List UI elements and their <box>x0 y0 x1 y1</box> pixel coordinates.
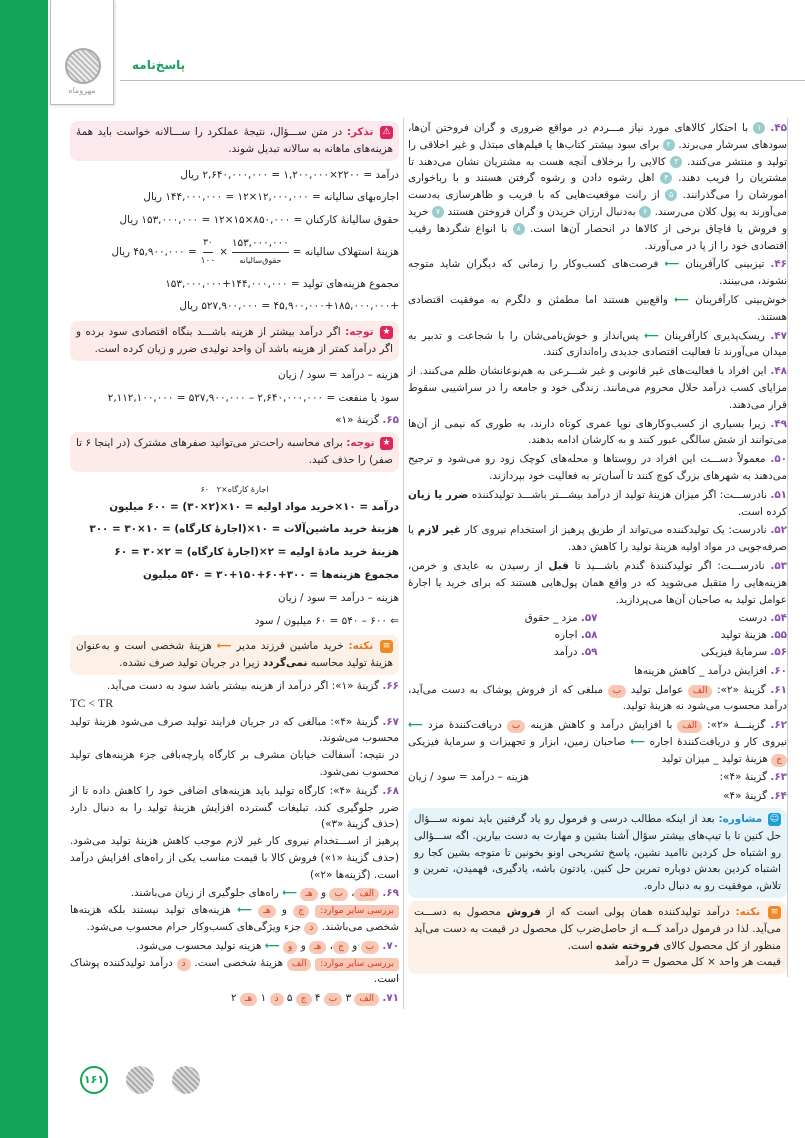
option-pill: الف <box>354 993 379 1006</box>
calc-line: هزینهٔ خرید مادهٔ اولیه = ۲×(اجارهٔ کارگاه) = ۲×۳۰ = ۶۰ <box>114 546 399 559</box>
answer-49 <box>408 416 787 450</box>
answer-text: کرده است. <box>737 505 787 518</box>
calc-line: سود یا منفعت = ۲,۶۴۰,۰۰۰,۰۰۰ – ۵۲۷,۹۰۰,۰۰۰ = ۲,۱۱۲,۱۰۰,۰۰۰ <box>107 391 399 404</box>
answer-text: یا صرفه‌جویی در مواد اولیه هزینهٔ تولید را کاهش دهد. <box>408 524 787 554</box>
arrow-left-icon: ⟵ <box>664 258 680 271</box>
warning-icon: ⚠ <box>380 126 393 139</box>
formula: هزینه – درآمد = سود / زیان <box>408 771 529 784</box>
answer-64: ۶۴. گزینهٔ «۴» <box>723 790 787 803</box>
short-answers-row <box>408 644 787 661</box>
emphasis: ضرر یا زیان <box>408 488 469 501</box>
calc-line: +۴۵,۹۰۰,۰۰۰+۱۸۵,۰۰۰,۰۰۰ = ۵۲۷,۹۰۰,۰۰۰ ریال <box>179 300 399 313</box>
option-pill: ج <box>296 993 312 1006</box>
marker-6: ۶ <box>639 206 651 218</box>
box-label: توجه: <box>345 326 374 339</box>
arrow-left-icon: ⟵ <box>282 887 297 900</box>
option-pill: الف <box>688 685 713 698</box>
right-column <box>408 118 788 977</box>
marker-2: ۲ <box>663 139 675 151</box>
marker-8: ۸ <box>513 223 525 235</box>
answer-text: از رسیدن به عایدی و خرمن، هزینه‌هایی را متقبل می‌شوید که در واقع همان پول‌هایی هستند که برای خرید یا اجارهٔ عوامل تولید به صاحبان آن‌ها می‌پردازید. <box>408 559 787 606</box>
box-label: نکته: <box>348 640 374 653</box>
arrow-left-icon: ⟵ <box>630 735 646 748</box>
marker-4: ۴ <box>660 172 672 184</box>
answer-45 <box>408 120 787 254</box>
note-box: ≡ نکته: خرید ماشین فرزند مدیر ⟵ هزینهٔ شخصی است و به‌عنوان هزینهٔ تولید محاسبه نمی‌گردد زیرا در جریان تولید صرف نشده. <box>70 635 399 675</box>
term: خوش‌بینی کارآفرینان <box>695 293 787 306</box>
answer-46 <box>408 256 787 290</box>
left-column <box>70 118 404 1009</box>
question-number: ۵۳. <box>770 559 787 572</box>
calc-line: هزینهٔ خرید ماشین‌آلات = ۱۰×(اجارهٔ کارگاه) = ۱۰×۳۰ = ۳۰۰ <box>89 523 399 536</box>
review-label: بررسی سایر موارد: <box>315 905 399 918</box>
answer-text: برای سود بیشتر کتاب‌ها یا فیلم‌های مبتذل و غیر اخلاقی را تولید و منتشر می‌کنند. <box>408 138 788 168</box>
option-pill: ج <box>293 905 309 918</box>
answer-63: ۶۳. گزینهٔ «۴»: هزینه – درآمد = سود / زیان <box>408 771 787 784</box>
star-icon: ★ <box>380 326 393 339</box>
review-label: بررسی سایر موارد: <box>315 958 399 971</box>
emphasis: غیر لازم <box>417 524 461 537</box>
option-pill: د <box>177 958 191 971</box>
page-number: ۱۶۱ <box>80 1066 108 1094</box>
answer-67: ۶۷. گزینهٔ «۴»: مبالغی که در جریان فرایند تولید صرف می‌شود هزینهٔ تولید محسوب می‌شوند. در نتیجه: آسفالت خیابان مشرف بر کارگاه پارچه‌بافی جزء هزینه‌های تولید محسوب نمی‌شود. <box>70 715 399 778</box>
answer-46b <box>408 292 787 326</box>
box-label: نکته: <box>735 906 761 919</box>
question-number: ۴۶. <box>770 258 787 271</box>
question-number: ۴۸. <box>770 365 787 378</box>
answer-56: ۵۶. سرمایهٔ فیزیکی <box>700 645 787 658</box>
answer-text: معمولاً دســـت این افراد در روستاها و محله‌های کوچک زود رو می‌شود و ترجیح می‌دهند به شهرهای بزرگ کوچ کنند تا آسان‌تر به فعالیت خود بپردازند. <box>408 453 787 482</box>
option-pill: ب <box>324 993 342 1006</box>
marker-7: ۷ <box>432 206 444 218</box>
option-pill: هـ <box>258 905 275 918</box>
option-pill: هـ <box>300 888 317 901</box>
speech-bubble-icon: ≡ <box>380 640 393 653</box>
arrow-left-icon: ⟵ <box>644 329 659 342</box>
speech-bubble-icon: ≡ <box>768 906 781 919</box>
arrow-left-icon: ⟵ <box>408 719 423 732</box>
question-number: ۴۵. <box>770 122 788 134</box>
box-text: بعد از اینکه مطالب درسی و فرمول رو یاد گرفتین باید نمونه ســـؤال حل کنین تا با تیپ‌های بیشتر سؤال آشنا بشین و مهارت به دست بیارین. اگه ســـؤالی رو اشتباه حل کردین ناامید نشین، پاسخ تشریحی اونو بخونین تا متوجه بشین کجا رو اشتباه کردین بعدش دوباره تمرین حل کنین. یادتون باشه، یادگیری، فهمیدن، تمرین و تلاش، موفقیت رو به دنبال داره. <box>414 813 781 893</box>
answer-text: نادرســـت: اگر تولیدکنندهٔ گندم باشـــید تا <box>574 559 765 572</box>
answer-65: ۶۵. گزینهٔ «۱» <box>335 414 399 427</box>
marker-5: ۵ <box>665 189 677 201</box>
question-number: ۴۹. <box>770 417 787 430</box>
calc-line: مجموع هزینه‌ها = ۳۰۰+۶۰+۱۵۰+۳۰ = ۵۴۰ میلیون <box>142 568 399 581</box>
answer-text: از رانت موقعیت‌هایی که با فریب و ظاهرسازی به‌دست می‌آورند به پول کلان می‌رسند. <box>408 189 787 218</box>
option-pill: الف <box>354 888 379 901</box>
box-text: برای محاسبه راحت‌تر می‌توانید صفرهای مشترک (در اینجا ۶ تا صفر) را حذف کنید. <box>76 437 393 466</box>
question-number: ۵۲. <box>770 524 787 537</box>
answer-61: ۶۱. گزینهٔ «۲»: الف عوامل تولید ب مبلغی که از فروش پوشاک به دست می‌آید، درآمد محسوب می‌شود نه هزینهٔ تولید. <box>408 683 787 713</box>
section-title: پاسخ‌نامه <box>132 58 186 72</box>
answer-text: زیرا بسیاری از کسب‌وکارهای نوپا عمری کوتاه دارند، به طوری که نیمی از آن‌ها می‌توانند از شش سالگی عبور کنند و به کارشان ادامه بدهند. <box>408 417 787 447</box>
short-answers-row <box>408 627 787 644</box>
option-pill: الف <box>287 958 312 971</box>
option-pill: ب <box>361 941 379 954</box>
box-text: در متن ســـؤال، نتیجهٔ عملکرد را ســـالانه خواست باید همهٔ هزینه‌های ماهانه به سالانه تبدیل شوند. <box>76 126 393 155</box>
short-answers-row <box>408 610 787 627</box>
option-pill: هـ <box>240 993 257 1006</box>
option-pill: ب <box>329 888 347 901</box>
question-number: ۵۰. <box>770 453 787 466</box>
box-label: تذکر: <box>346 126 374 138</box>
answer-51 <box>408 487 787 521</box>
answer-53 <box>408 558 787 608</box>
answer-69: ۶۹. الف، ب و هـ ⟵ راه‌های جلوگیری از زیان می‌باشند. بررسی سایر موارد: ج و هـ ⟵ هزینه‌های تولید نیستند بلکه هزینه‌ها شخصی می‌باشند. د جزء ویژگی‌های کسب‌وکار حرام محسوب می‌شود. <box>70 887 399 934</box>
emphasis: قبل <box>548 559 569 572</box>
box-text: اگر درآمد بیشتر از هزینه باشـــد بنگاه اقتصادی سود برده و اگر درآمد کمتر از هزینه باشد آن واحد تولیدی ضرر و زیان کرده است. <box>76 326 393 355</box>
question-number: ۵۱. <box>770 488 787 501</box>
answer-55: ۵۵. هزینهٔ تولید <box>720 629 787 642</box>
question-number: ۴۷. <box>770 329 787 342</box>
answer-48 <box>408 363 787 413</box>
answer-58: ۵۸. اجاره <box>554 629 598 642</box>
logo-text: مهروماه <box>68 86 96 95</box>
box-label: توجه: <box>346 437 375 450</box>
answer-59: ۵۹. درآمد <box>553 645 598 658</box>
answer-60: ۶۰. افزایش درآمد _ کاهش هزینه‌ها <box>634 664 787 677</box>
advice-box <box>408 808 787 898</box>
formula: قیمت هر واحد × کل محصول = درآمد <box>614 956 781 969</box>
term: تیزبینی کارآفرینان <box>685 258 765 271</box>
answer-70: ۷۰. ب و ج، هـ و و ⟵ هزینه تولید محسوب می‌شود. بررسی سایر موارد: الف هزینهٔ شخصی است. د درآمد تولیدکننده پوشاک است. <box>70 939 399 986</box>
arrow-left-icon: ⟵ <box>237 904 252 917</box>
answer-text: واقع‌بین هستند اما مطمئن و دلگرم به موفقیت اقتصادی هستند. <box>408 293 787 323</box>
calc-line: ⇐ ۶۰۰ – ۵۴۰ = ۶۰ میلیون / سود <box>254 614 399 627</box>
option-pill: ب <box>507 720 525 733</box>
calc-line: حقوق سالیانهٔ کارکنان = ۸۵۰,۰۰۰×۱۵×۱۲ = ۱۵۳,۰۰۰,۰۰۰ ریال <box>119 214 399 227</box>
arrow-left-icon: ⟵ <box>674 293 689 306</box>
calc-line: هزینه – درآمد = سود / زیان <box>278 591 399 604</box>
marker-1: ۱ <box>753 122 765 134</box>
option-pill: ب <box>608 685 626 698</box>
calc-line: مجموع هزینه‌های تولید = ۱۴۴,۰۰۰,۰۰۰+۱۵۳,۰۰۰,۰۰۰ <box>165 277 399 290</box>
calc-line: درآمد = ۲۲۰۰×۱,۲۰۰,۰۰۰ = ۲,۶۴۰,۰۰۰,۰۰۰ ریال <box>180 168 399 181</box>
attention-box <box>70 432 399 472</box>
answer-66: ۶۶. گزینهٔ «۱»: اگر درآمد از هزینه بیشتر باشد سود به دست می‌آید. TC < TR <box>70 679 399 710</box>
star-icon: ★ <box>380 437 393 450</box>
publisher-logo-tab <box>50 0 114 105</box>
answer-62: ۶۲. گزینـــهٔ «۲»: الف با افزایش درآمد و کاهش هزینه ب دریافت‌کنندهٔ مزد ⟵ نیروی کار و دریافت‌کنندهٔ اجاره ⟵ صاحبان زمین، ابزار و تجهیزات و سرمایهٔ فیزیکی ج هزینهٔ تولید _ میزان تولید <box>408 719 787 765</box>
answer-text: کالایی را برخلاف آنچه هست به مشتریان نشان می‌دهند تا مشتریان را فریب دهند. <box>408 155 787 185</box>
formula: TC < TR <box>70 695 114 710</box>
answer-57: ۵۷. مزد _ حقوق <box>524 612 598 625</box>
answer-text: اهل رشوه دادن و رشوه گرفتن هستند و با رباخواری امورشان را می‌گذرانند. <box>408 172 787 202</box>
answer-50 <box>408 451 787 485</box>
side-color-bar <box>0 0 48 1138</box>
answer-52 <box>408 522 787 556</box>
answer-text: با انواع شگردها رقیب اقتصادی خود را از پا در می‌آورند. <box>408 222 787 252</box>
reminder-box <box>70 121 399 161</box>
answer-text: پس‌انداز و خوش‌نامی‌شان را با شجاعت و تدبیر به میدان می‌آورند تا فعالیت اقتصادی جدیدی راه‌اندازی کنند. <box>408 329 787 359</box>
header-divider <box>120 80 805 81</box>
option-pill: ج <box>771 754 787 767</box>
advisor-icon: ☺ <box>769 813 780 824</box>
answer-54: ۵۴. درست <box>738 612 787 625</box>
decorative-dot-icon <box>172 1066 200 1094</box>
arrow-left-icon: ⟵ <box>264 939 280 952</box>
option-pill: د <box>270 993 284 1006</box>
arrow-left-icon: ⟵ <box>216 640 232 653</box>
depreciation-calc: هزینهٔ استهلاک سالیانه = ۱۵۳,۰۰۰,۰۰۰ حقوق‌سالیانه × ۳۰ ۱۰۰ = ۴۵,۹۰۰,۰۰۰ ریال <box>111 236 399 266</box>
butterfly-logo-icon <box>65 48 101 84</box>
calc-line: اجارهٔ کارگاه×۲ ۶۰ درآمد = ۱۰×خرید مواد اولیه = ۱۰×(۲×۳۰) = ۶۰۰ میلیون <box>109 484 399 513</box>
calc-line: هزینه – درآمد = سود / زیان <box>278 368 399 381</box>
note-box: ≡ نکته: درآمد تولیدکننده همان پولی است که از فروش محصول به دســـت می‌آید. لذا در فرمول درآمد کـــه از حاصل‌ضرب کل محصول در قیمت به دست می‌آید منظور از کل محصول کالای فروخته شده است. قیمت هر واحد × کل محصول = درآمد <box>408 901 787 974</box>
answer-68: ۶۸. گزینهٔ «۴»: کارگاه تولید باید هزینه‌های اضافی خود را کاهش داده تا از ضرر جلوگیری کند، تبلیغات گسترده افزایش هزینهٔ تولید را به دنبال دارد (حذف گزینهٔ «۳») پرهیز از اســـتخدام نیروی کار غیر لازم موجب کاهش هزینهٔ تولید می‌شود. (حذف گزینهٔ «۱») فروش کالا با قیمت مناسب یکی از راه‌های افزایش درآمد است. (گزینه‌ها «۲») <box>70 784 399 881</box>
answer-71: ۷۱. الف ۳ ب ۴ ج ۵ د ۱ هـ ۲ <box>231 992 399 1005</box>
decorative-dot-icon <box>126 1066 154 1094</box>
term: ریسک‌پذیری کارآفرینان <box>664 329 765 342</box>
option-pill: ج <box>333 941 349 954</box>
option-pill: هـ <box>309 941 326 954</box>
marker-3: ۳ <box>670 156 682 168</box>
answer-text: با احتکار کالاهای مورد نیاز مـــردم در مواقع ضروری و گران فروختن آن‌ها، سودهای سرشار می‌برند. <box>408 122 787 151</box>
attention-box <box>70 321 399 361</box>
answer-text: فرصت‌های کسب‌وکار را زمانی که دیگران شاید متوجه نشوند، می‌بینند. <box>408 258 787 288</box>
option-pill: و <box>283 941 297 954</box>
box-label: مشاوره: <box>718 813 763 826</box>
answer-text: این افراد با فعالیت‌های غیر قانونی و غیر شـــرعی به هم‌نوعانشان ظلم می‌کنند. از مزایای کسب درآمد حلال محروم می‌مانند. زندگی خود و جامعه را در سراشیبی سقوط قرار می‌دهند. <box>408 365 787 411</box>
answer-47 <box>408 328 787 362</box>
answer-text: خرید و فروش یا قاچاق برخی از کالاها در انحصار آن‌ها است. <box>408 205 787 235</box>
answer-text: نادرست: یک تولیدکننده می‌تواند از طریق پرهیز از استخدام نیروی کار <box>464 524 767 537</box>
answer-text: نادرســـت: اگر میزان هزینهٔ تولید از درآمد بیشـــتر باشـــد تولیدکننده <box>471 488 767 501</box>
option-pill: الف <box>677 720 702 733</box>
answer-text: به‌دنبال ارزان خریدن و گران فروختن هستند <box>447 205 636 218</box>
calc-line: اجاره‌بهای سالیانه = ۱۲,۰۰۰,۰۰۰×۱۲ = ۱۴۴,۰۰۰,۰۰۰ ریال <box>143 191 399 204</box>
option-pill: د <box>304 922 318 935</box>
